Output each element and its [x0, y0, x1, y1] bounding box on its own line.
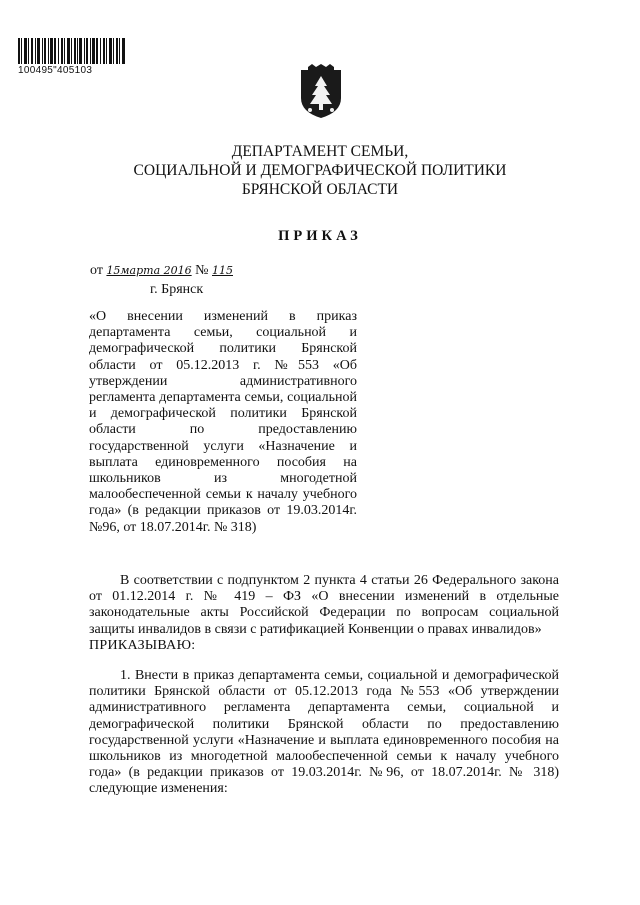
order-item-1-text: 1. Внести в приказ департамента семьи, социальной и демографической политики Брянской области от 05.12.2013 года №553 «Об утверждении административного регламента департамента семьи, социальной и демографической политики Брянской области по предоставлению государственной услуги «Назначение и выплата единовременного пособия на школьников из многодетной малообеспеченной семьи к началу учебного года» (в редакции приказов от 19.03.2014г. №96, от 18.07.2014г. № 318) следующие изменения:	[89, 668, 559, 797]
order-title: ПРИКАЗ	[278, 228, 362, 244]
date-prefix: от	[90, 263, 103, 278]
barcode	[18, 38, 126, 64]
order-word: ПРИКАЗЫВАЮ:	[89, 638, 196, 653]
legal-basis-text: В соответствии с подпунктом 2 пункта 4 статьи 26 Федерального закона от 01.12.2014 г. № 419 – ФЗ «О внесении изменений в отдельные законодательные акты Российской Федерации по вопросам социальной защиты инвалидов в связи с ратификацией Конвенции о правах инвалидов»	[89, 573, 559, 637]
barcode-number: 100495"405103	[18, 65, 93, 76]
order-date-line	[90, 263, 233, 279]
coat-of-arms-icon	[298, 64, 344, 120]
order-item-1	[89, 668, 559, 798]
legal-basis-paragraph	[89, 573, 559, 638]
city: г. Брянск	[150, 282, 204, 297]
order-date-handwritten: 15марта 2016	[106, 264, 192, 277]
order-subject: «О внесении изменений в приказ департамента семьи, социальной и демографической политики Брянской области от 05.12.2013 г. №553 «Об утверждении административного регламента департамента семьи, социальной и демографической политики Брянской области по предоставлению государственной услуги «Назначение и выплата единовременного пособия на школьников из многодетной малообеспеченной семьи к началу учебного года» (в редакции приказов от 19.03.2014г. №96, от 18.07.2014г. № 318)	[89, 309, 357, 535]
number-prefix: №	[195, 263, 209, 278]
department-name-line-3: БРЯНСКОЙ ОБЛАСТИ	[241, 181, 399, 198]
department-name-line-1: ДЕПАРТАМЕНТ СЕМЬИ,	[231, 143, 409, 160]
department-name-line-2: СОЦИАЛЬНОЙ И ДЕМОГРАФИЧЕСКОЙ ПОЛИТИКИ	[133, 162, 507, 179]
order-number-handwritten: 115	[212, 264, 233, 277]
